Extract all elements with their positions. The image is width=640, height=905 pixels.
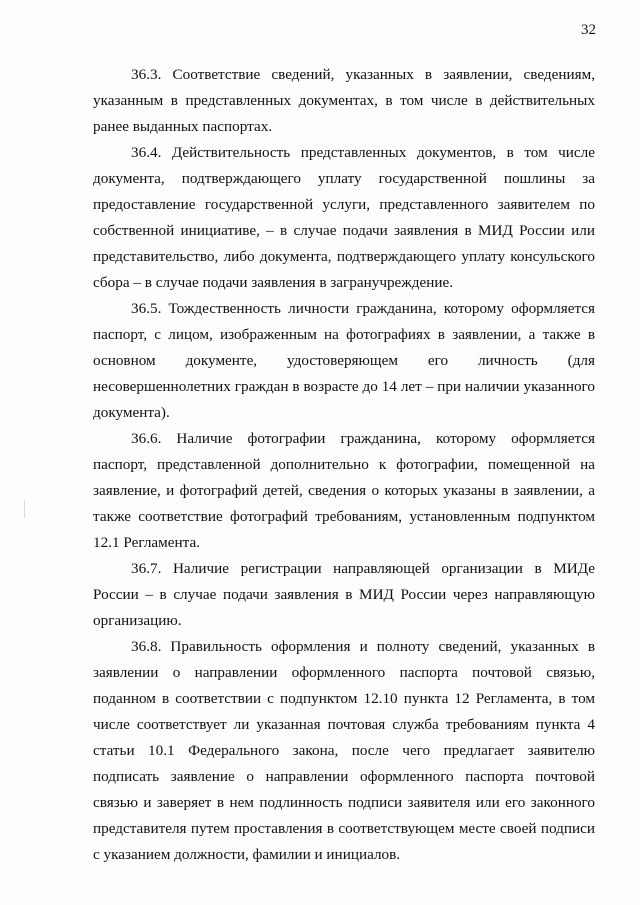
paragraph-36-3: 36.3. Соответствие сведений, указанных в заявлении, сведениям, указанным в представленных документах, в том числе в действительных ранее выданных паспортах.: [93, 66, 595, 135]
paragraph-36-4: 36.4. Действительность представленных документов, в том числе документа, подтверждающего уплату государственной пошлины за предоставление государственной услуги, представленного заявителем по собственной инициативе, – в случае подачи заявления в МИД России или представительство, либо документа, подтверждающего уплату консульского сбора – в случае подачи заявления в загранучреждение.: [93, 144, 595, 291]
scan-artifact-line: [24, 500, 25, 518]
page-number: 32: [581, 22, 596, 38]
document-body: [93, 62, 595, 868]
paragraph-36-7: 36.7. Наличие регистрации направляющей организации в МИДе России – в случае подачи заявления в МИД России через направляющую организацию.: [93, 560, 595, 629]
paragraph-36-5: 36.5. Тождественность личности гражданина, которому оформляется паспорт, с лицом, изображенным на фотографиях в заявлении, а также в основном документе, удостоверяющем его личность (для несовершеннолетних граждан в возрасте до 14 лет – при наличии указанного документа).: [93, 300, 595, 421]
paragraph-36-6: 36.6. Наличие фотографии гражданина, которому оформляется паспорт, представленной дополнительно к фотографии, помещенной на заявление, и фотографий детей, сведения о которых указаны в заявлении, а также соответствие фотографий требованиям, установленным подпунктом 12.1 Регламента.: [93, 430, 595, 551]
paragraph-36-8: 36.8. Правильность оформления и полноту сведений, указанных в заявлении о направлении оформленного паспорта почтовой связью, поданном в соответствии с подпунктом 12.10 пункта 12 Регламента, в том числе соответствует ли указанная почтовая служба требованиям пункта 4 статьи 10.1 Федерального закона, после чего предлагает заявителю подписать заявление о направлении оформленного паспорта почтовой связью и заверяет в нем подлинность подписи заявителя или его законного представителя путем проставления в соответствующем месте своей подписи с указанием должности, фамилии и инициалов.: [93, 638, 595, 863]
